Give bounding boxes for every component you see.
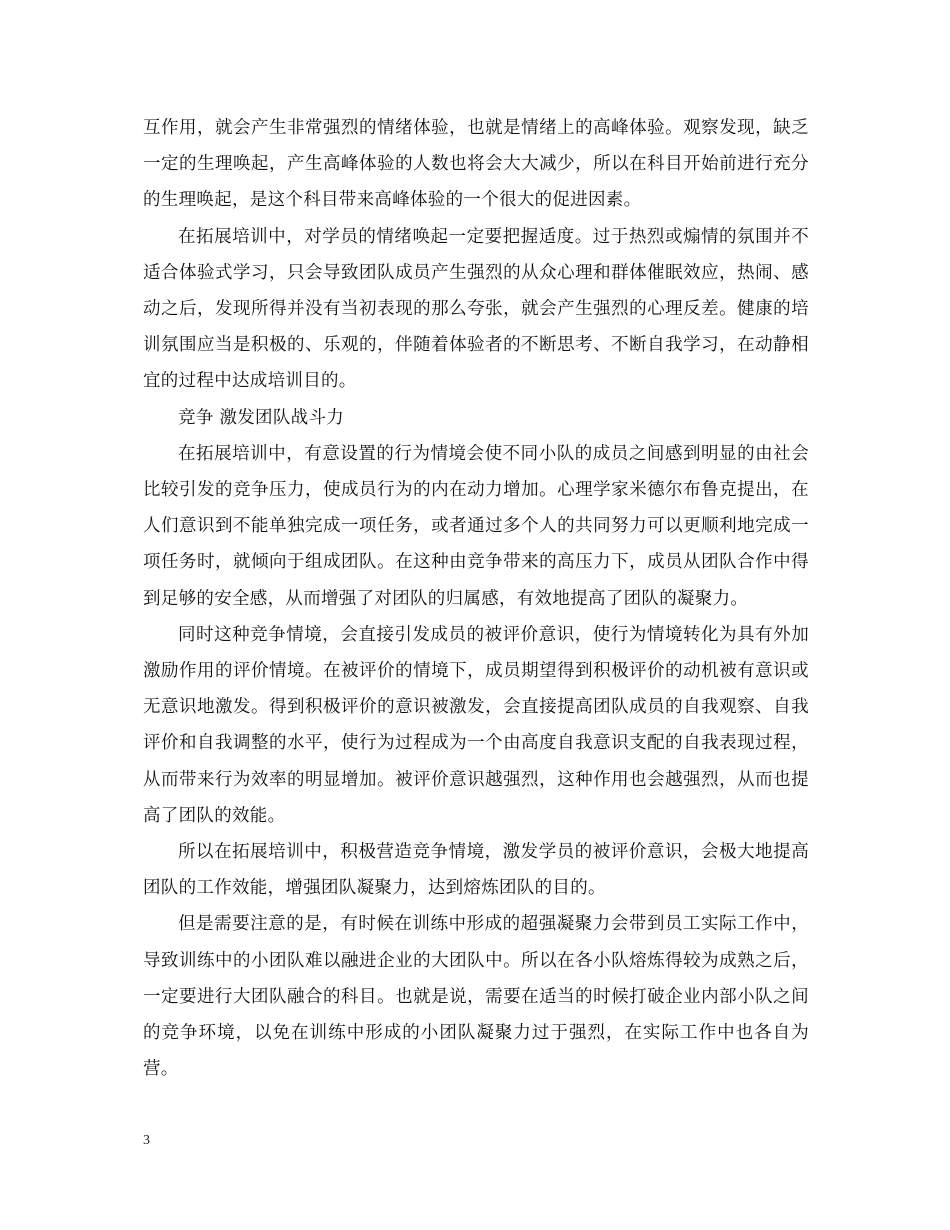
paragraph-continuation: 互作用，就会产生非常强烈的情绪体验，也就是情绪上的高峰体验。观察发现，缺乏一定的生理唤起，产生高峰体验的人数也将会大大减少，所以在科目开始前进行充分的生理唤起，是这个科目带来高峰体验的一个很大的促进因素。 [143,118,809,211]
paragraph-team-efficiency: 所以在拓展培训中，积极营造竞争情境，激发学员的被评价意识，会极大地提高团队的工作效能，增强团队凝聚力，达到熔炼团队的目的。 [143,842,809,899]
paragraph-evaluation-awareness: 同时这种竞争情境，会直接引发成员的被评价意识，使行为情境转化为具有外加激励作用的评价情境。在被评价的情境下，成员期望得到积极评价的动机被有意识或无意识地激发。得到积极评价的意识被激发，会直接提高团队成员的自我观察、自我评价和自我调整的水平，使行为过程成为一个由高度自我意识支配的自我表现过程，从而带来行为效率的明显增加。被评价意识越强烈，这种作用也会越强烈，从而也提高了团队的效能。 [143,624,809,826]
paragraph-caution: 但是需要注意的是，有时候在训练中形成的超强凝聚力会带到员工实际工作中，导致训练中的小团队难以融进企业的大团队中。所以在各小队熔炼得较为成熟之后，一定要进行大团队融合的科目。也就是说，需要在适当的时候打破企业内部小队之间的竞争环境，以免在训练中形成的小团队凝聚力过于强烈，在实际工作中也各自为营。 [143,914,809,1080]
body-text [143,110,809,1087]
page-number: 3 [143,1133,150,1148]
paragraph-emotional-arousal: 在拓展培训中，对学员的情绪唤起一定要把握适度。过于热烈或煽情的氛围并不适合体验式学习，只会导致团队成员产生强烈的从众心理和群体催眠效应，热闹、感动之后，发现所得并没有当初表现的那么夸张，就会产生强烈的心理反差。健康的培训氛围应当是积极的、乐观的，伴随着体验者的不断思考、不断自我学习，在动静相宜的过程中达成培训目的。 [143,226,809,392]
paragraph-competition-pressure: 在拓展培训中，有意设置的行为情境会使不同小队的成员之间感到明显的由社会比较引发的竞争压力，使成员行为的内在动力增加。心理学家米德尔布鲁克提出，在人们意识到不能单独完成一项任务，或者通过多个人的共同努力可以更顺利地完成一项任务时，就倾向于组成团队。在这种由竞争带来的高压力下，成员从团队合作中得到足够的安全感，从而增强了对团队的归属感，有效地提高了团队的凝聚力。 [143,443,809,609]
section-heading-competition: 竞争 激发团队战斗力 [178,407,345,428]
